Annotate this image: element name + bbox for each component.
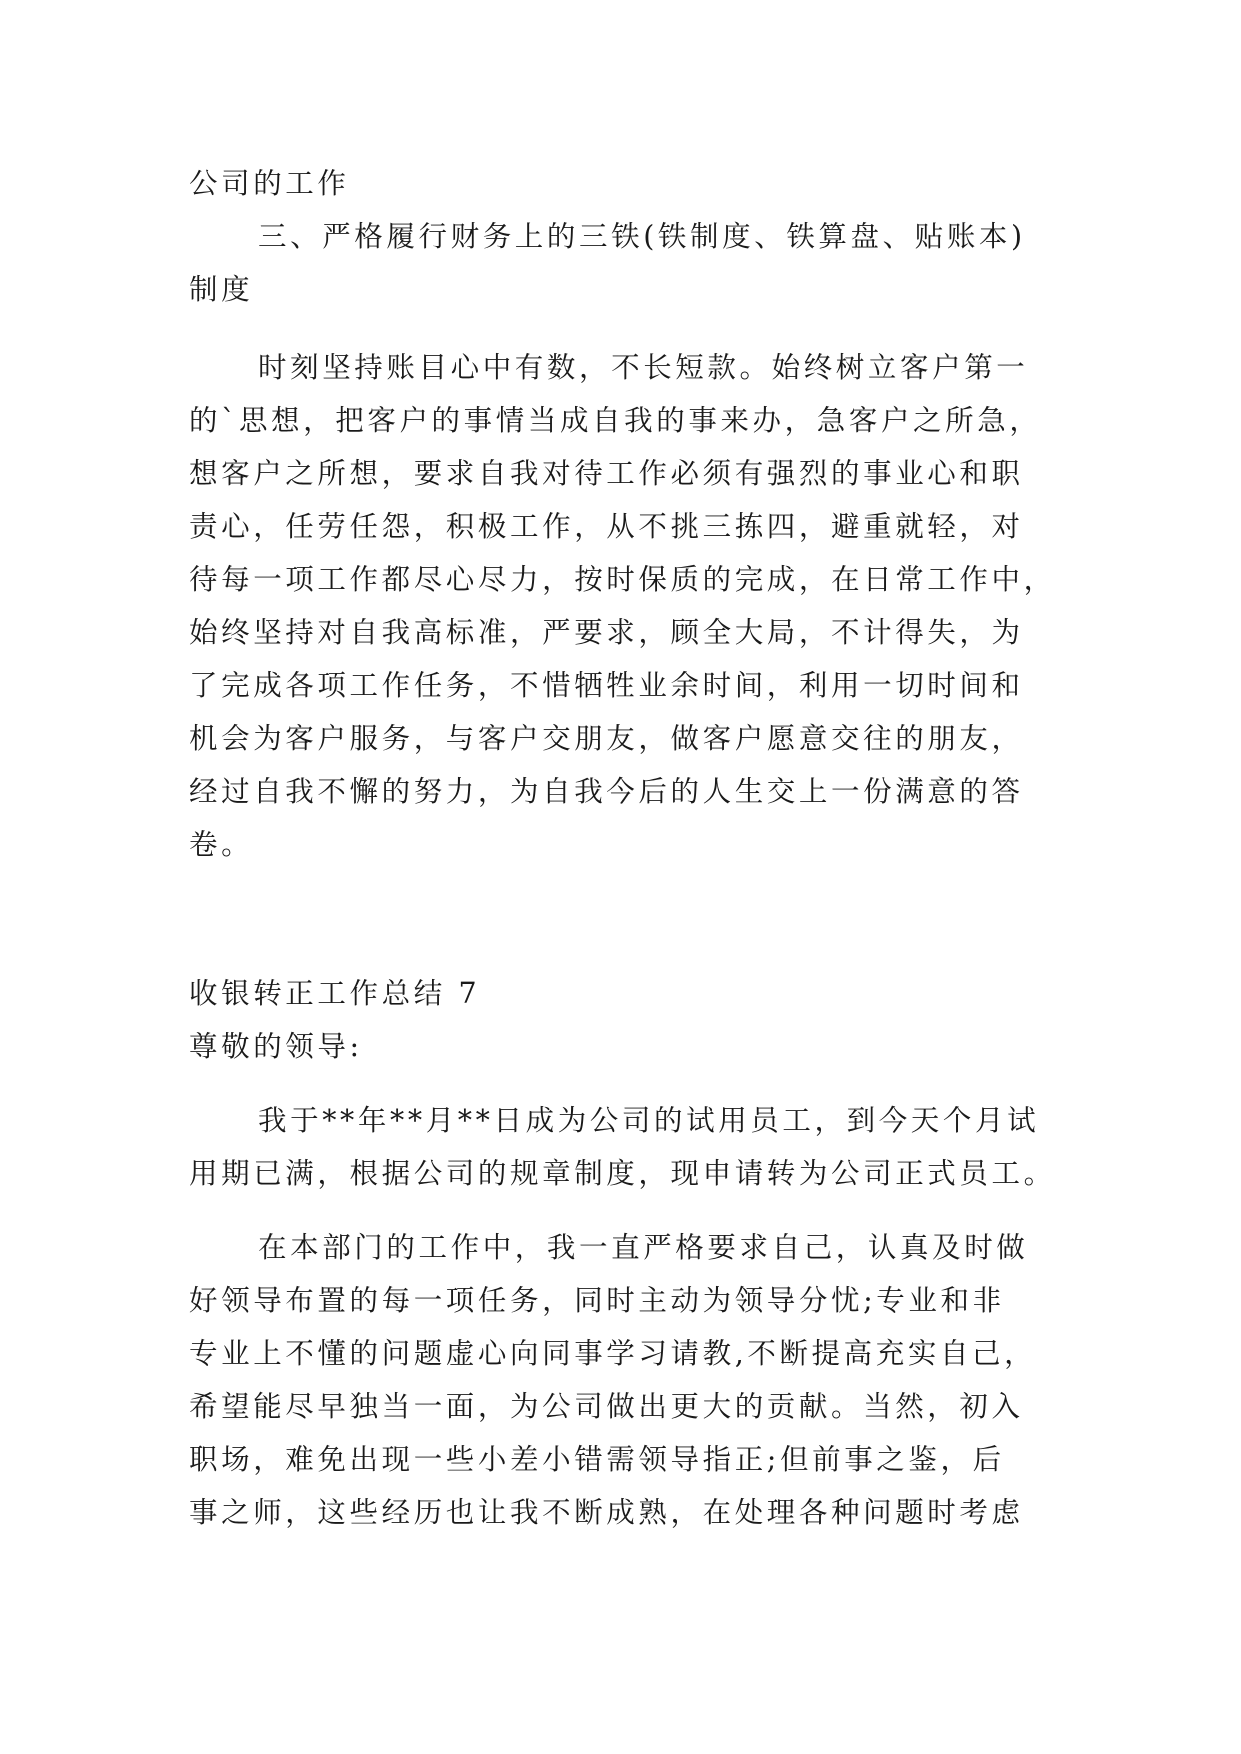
section-heading: 三、严格履行财务上的三铁(铁制度、铁算盘、贴账本) [258,220,1026,253]
text-line: 始终坚持对自我高标准，严要求，顾全大局，不计得失，为 [189,616,1024,649]
text-line: 我于**年**月**日成为公司的试用员工，到今天个月试 [258,1104,1040,1137]
text-line: 了完成各项工作任务，不惜牺牲业余时间，利用一切时间和 [189,669,1024,702]
document-title: 收银转正工作总结 7 [189,977,481,1010]
text-line: 在本部门的工作中，我一直严格要求自己，认真及时做 [258,1231,1029,1264]
text-line: 希望能尽早独当一面，为公司做出更大的贡献。当然，初入 [189,1390,1024,1423]
text-line: 用期已满，根据公司的规章制度，现申请转为公司正式员工。 [189,1157,1056,1190]
text-line: 时刻坚持账目心中有数，不长短款。始终树立客户第一 [258,351,1029,384]
text-line: 公司的工作 [189,167,350,200]
text-line: 卷。 [189,828,254,861]
text-line: 职场，难免出现一些小差小错需领导指正;但前事之鉴，后 [189,1443,1005,1476]
text-line: 事之师，这些经历也让我不断成熟，在处理各种问题时考虑 [189,1496,1024,1529]
text-line: 责心，任劳任怨，积极工作，从不挑三拣四，避重就轻，对 [189,510,1024,543]
text-line: 待每一项工作都尽心尽力，按时保质的完成，在日常工作中， [189,563,1056,596]
text-line: 经过自我不懈的努力，为自我今后的人生交上一份满意的答 [189,775,1024,808]
text-line: 制度 [189,273,254,306]
text-line: 机会为客户服务，与客户交朋友，做客户愿意交往的朋友， [189,722,1024,755]
text-line: 好领导布置的每一项任务，同时主动为领导分忧;专业和非 [189,1284,1005,1317]
salutation: 尊敬的领导: [189,1030,363,1063]
text-line: 想客户之所想，要求自我对待工作必须有强烈的事业心和职 [189,457,1024,490]
text-line: 专业上不懂的问题虚心向同事学习请教,不断提高充实自己， [189,1337,1037,1370]
text-line: 的`思想，把客户的事情当成自我的事来办，急客户之所急， [189,404,1042,437]
